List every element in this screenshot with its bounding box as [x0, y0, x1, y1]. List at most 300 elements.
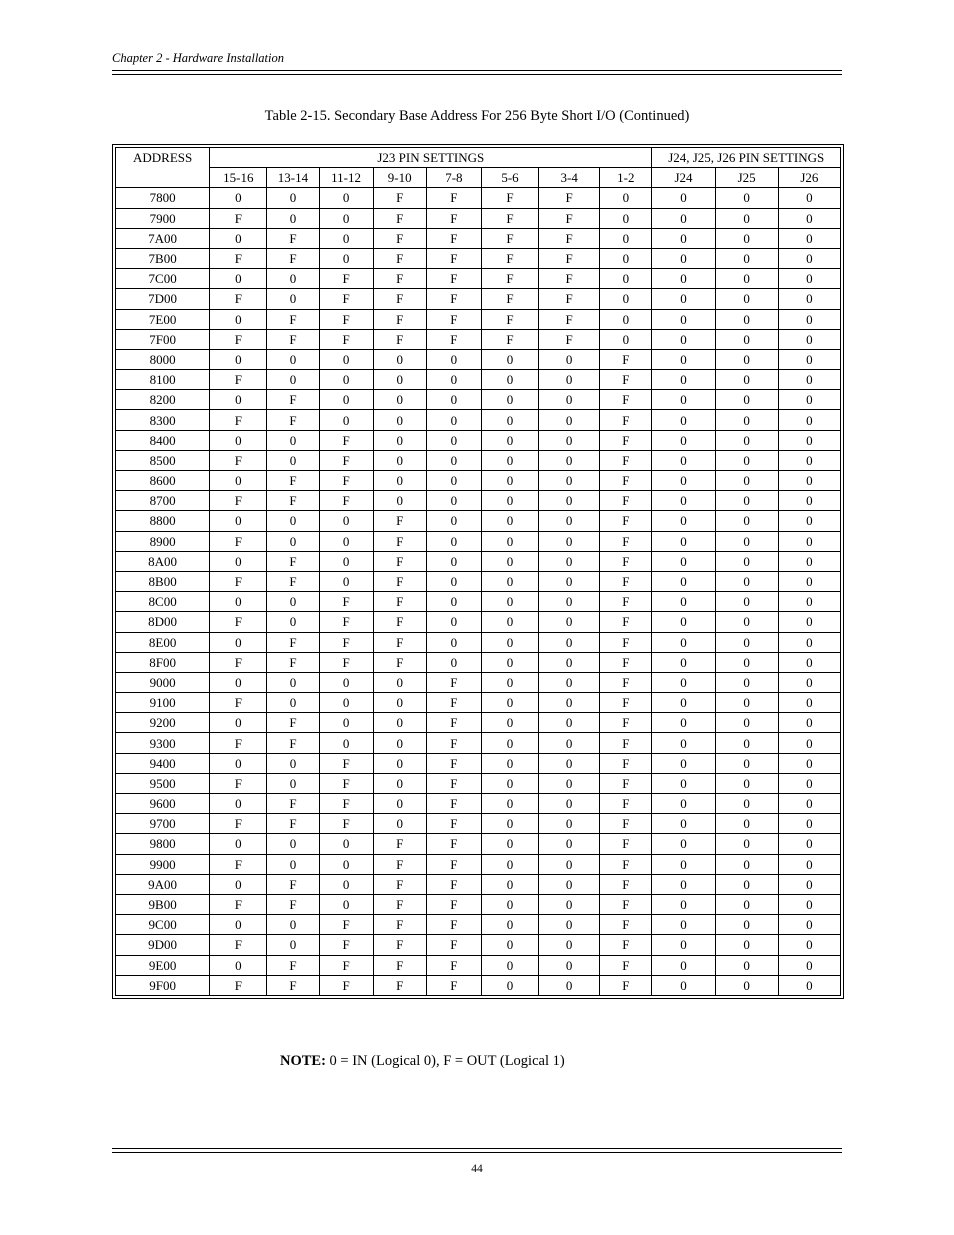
pin-setting-cell: 0	[267, 289, 319, 309]
pin-setting-cell: F	[600, 390, 652, 410]
pin-setting-cell: 0	[778, 390, 840, 410]
address-cell: 8300	[116, 410, 210, 430]
pin-setting-cell: 0	[481, 632, 538, 652]
pin-setting-cell: 0	[267, 693, 319, 713]
pin-setting-cell: F	[267, 733, 319, 753]
pin-setting-cell: 0	[715, 854, 778, 874]
pin-setting-cell: 0	[481, 975, 538, 995]
address-cell: 9500	[116, 773, 210, 793]
pin-setting-cell: F	[210, 814, 267, 834]
pin-setting-cell: 0	[373, 672, 426, 692]
pin-setting-cell: 0	[267, 269, 319, 289]
pin-setting-cell: 0	[210, 309, 267, 329]
pin-setting-cell: 0	[778, 228, 840, 248]
table-row	[116, 753, 841, 773]
footer-rule-2	[112, 1152, 842, 1153]
pin-setting-cell: 0	[715, 753, 778, 773]
pin-setting-cell: 0	[481, 773, 538, 793]
table-row	[116, 713, 841, 733]
pin-setting-cell: 0	[652, 713, 715, 733]
pin-setting-cell: 0	[778, 794, 840, 814]
pin-setting-cell: F	[481, 289, 538, 309]
pin-setting-cell: 0	[210, 713, 267, 733]
table-row	[116, 289, 841, 309]
pin-setting-cell: 0	[600, 208, 652, 228]
column-header: J26	[778, 168, 840, 188]
pin-setting-cell: F	[600, 370, 652, 390]
table-row	[116, 894, 841, 914]
pin-setting-cell: 0	[210, 632, 267, 652]
pin-setting-cell: 0	[778, 935, 840, 955]
pin-setting-cell: 0	[319, 390, 373, 410]
pin-setting-cell: 0	[319, 874, 373, 894]
pin-setting-cell: F	[600, 652, 652, 672]
pin-setting-cell: 0	[373, 390, 426, 410]
pin-setting-cell: F	[267, 410, 319, 430]
pin-setting-cell: 0	[539, 430, 600, 450]
pin-setting-cell: F	[319, 289, 373, 309]
pin-setting-cell: 0	[210, 672, 267, 692]
pin-setting-cell: F	[373, 208, 426, 228]
pin-setting-cell: F	[267, 551, 319, 571]
pin-setting-cell: F	[373, 309, 426, 329]
address-cell: 9A00	[116, 874, 210, 894]
pin-setting-cell: F	[426, 935, 481, 955]
pin-setting-cell: 0	[539, 955, 600, 975]
table-row	[116, 370, 841, 390]
pin-setting-cell: 0	[426, 652, 481, 672]
pin-setting-cell: 0	[715, 269, 778, 289]
pin-setting-cell: 0	[715, 248, 778, 268]
table-row	[116, 471, 841, 491]
pin-setting-cell: F	[319, 491, 373, 511]
pin-setting-cell: 0	[267, 208, 319, 228]
pin-setting-cell: F	[373, 652, 426, 672]
pin-setting-cell: 0	[319, 834, 373, 854]
pin-setting-cell: F	[600, 874, 652, 894]
pin-setting-cell: 0	[539, 571, 600, 591]
pin-setting-cell: 0	[715, 390, 778, 410]
address-cell: 9F00	[116, 975, 210, 995]
pin-setting-cell: F	[373, 531, 426, 551]
pin-setting-cell: 0	[715, 450, 778, 470]
pin-setting-cell: 0	[539, 814, 600, 834]
pin-setting-cell: 0	[715, 733, 778, 753]
pin-setting-cell: F	[210, 248, 267, 268]
pin-setting-cell: 0	[715, 955, 778, 975]
address-cell: 8C00	[116, 592, 210, 612]
pin-setting-cell: 0	[267, 915, 319, 935]
pin-setting-cell: 0	[778, 329, 840, 349]
pin-setting-cell: 0	[715, 713, 778, 733]
table-row	[116, 612, 841, 632]
address-cell: 7900	[116, 208, 210, 228]
pin-setting-cell: 0	[715, 571, 778, 591]
pin-setting-cell: 0	[539, 511, 600, 531]
pin-setting-cell: 0	[715, 894, 778, 914]
pin-setting-cell: F	[539, 269, 600, 289]
pin-setting-cell: F	[319, 955, 373, 975]
pin-setting-cell: 0	[373, 450, 426, 470]
pin-setting-cell: F	[267, 491, 319, 511]
pin-setting-cell: 0	[481, 874, 538, 894]
address-cell: 8500	[116, 450, 210, 470]
pin-setting-cell: 0	[715, 551, 778, 571]
pin-setting-cell: 0	[652, 632, 715, 652]
table-row	[116, 975, 841, 995]
pin-setting-cell: F	[210, 975, 267, 995]
pin-setting-cell: 0	[319, 571, 373, 591]
pin-setting-cell: 0	[715, 915, 778, 935]
address-cell: 7E00	[116, 309, 210, 329]
pin-setting-cell: 0	[652, 228, 715, 248]
pin-setting-cell: F	[600, 814, 652, 834]
pin-setting-cell: 0	[373, 370, 426, 390]
pin-setting-cell: F	[600, 773, 652, 793]
pin-setting-cell: 0	[715, 814, 778, 834]
pin-setting-cell: 0	[481, 410, 538, 430]
table-row	[116, 309, 841, 329]
pin-setting-cell: F	[600, 491, 652, 511]
address-cell: 8800	[116, 511, 210, 531]
pin-setting-cell: 0	[715, 228, 778, 248]
j23-group-header: J23 PIN SETTINGS	[210, 148, 652, 168]
pin-setting-cell: 0	[267, 753, 319, 773]
pin-setting-cell: 0	[652, 894, 715, 914]
pin-setting-cell: F	[210, 773, 267, 793]
pin-setting-cell: 0	[481, 551, 538, 571]
pin-setting-cell: F	[319, 329, 373, 349]
table-row	[116, 188, 841, 208]
address-cell: 8900	[116, 531, 210, 551]
pin-setting-cell: F	[267, 329, 319, 349]
pin-setting-cell: 0	[778, 551, 840, 571]
pin-setting-cell: 0	[373, 794, 426, 814]
pin-setting-cell: 0	[652, 551, 715, 571]
pin-setting-cell: F	[319, 794, 373, 814]
table-row	[116, 349, 841, 369]
pin-setting-cell: 0	[715, 773, 778, 793]
pin-setting-cell: F	[539, 208, 600, 228]
pin-setting-cell: 0	[210, 592, 267, 612]
table-subheader-row	[116, 168, 841, 188]
pin-setting-cell: 0	[210, 471, 267, 491]
pin-setting-cell: 0	[539, 531, 600, 551]
pin-setting-cell: 0	[715, 592, 778, 612]
chapter-header: Chapter 2 - Hardware Installation	[112, 51, 284, 65]
pin-setting-cell: F	[426, 955, 481, 975]
pin-setting-cell: 0	[778, 511, 840, 531]
address-cell: 9200	[116, 713, 210, 733]
pin-setting-cell: 0	[778, 713, 840, 733]
address-cell: 7A00	[116, 228, 210, 248]
table-row	[116, 491, 841, 511]
pin-setting-cell: 0	[778, 410, 840, 430]
pin-setting-cell: F	[267, 652, 319, 672]
pin-setting-cell: F	[600, 430, 652, 450]
pin-setting-cell: 0	[652, 269, 715, 289]
pin-setting-cell: 0	[600, 188, 652, 208]
pin-setting-cell: F	[600, 753, 652, 773]
pin-setting-cell: F	[600, 632, 652, 652]
pin-setting-cell: F	[600, 349, 652, 369]
pin-setting-cell: 0	[652, 531, 715, 551]
address-cell: 9300	[116, 733, 210, 753]
pin-setting-cell: F	[373, 915, 426, 935]
pin-setting-cell: 0	[373, 733, 426, 753]
pin-setting-cell: 0	[652, 672, 715, 692]
pin-setting-cell: 0	[426, 390, 481, 410]
pin-setting-cell: 0	[210, 794, 267, 814]
column-header: 5-6	[481, 168, 538, 188]
table-caption: Table 2-15. Secondary Base Address For 256 Byte Short I/O (Continued)	[264, 108, 690, 124]
address-cell: 9000	[116, 672, 210, 692]
table-row	[116, 228, 841, 248]
column-header: 15-16	[210, 168, 267, 188]
pin-setting-cell: F	[600, 894, 652, 914]
pin-setting-cell: F	[319, 450, 373, 470]
pin-setting-cell: 0	[778, 773, 840, 793]
address-cell: 7C00	[116, 269, 210, 289]
table-row	[116, 652, 841, 672]
pin-setting-cell: F	[600, 733, 652, 753]
pin-setting-cell: 0	[481, 935, 538, 955]
address-cell: 9100	[116, 693, 210, 713]
pin-setting-cell: F	[267, 814, 319, 834]
pin-setting-cell: F	[210, 208, 267, 228]
pin-setting-cell: 0	[426, 370, 481, 390]
pin-setting-cell: F	[319, 753, 373, 773]
pin-setting-cell: 0	[481, 713, 538, 733]
pin-setting-cell: 0	[778, 349, 840, 369]
table-row	[116, 248, 841, 268]
pin-setting-cell: 0	[481, 511, 538, 531]
pin-setting-cell: 0	[715, 491, 778, 511]
pin-setting-cell: F	[426, 269, 481, 289]
pin-setting-cell: F	[210, 289, 267, 309]
table-row	[116, 955, 841, 975]
pin-setting-cell: 0	[481, 955, 538, 975]
pin-setting-cell: 0	[778, 269, 840, 289]
pin-setting-cell: F	[319, 773, 373, 793]
pin-setting-cell: 0	[652, 491, 715, 511]
pin-setting-cell: 0	[778, 450, 840, 470]
pin-setting-cell: 0	[210, 188, 267, 208]
pin-setting-cell: 0	[715, 652, 778, 672]
pin-setting-cell: F	[600, 531, 652, 551]
pin-setting-cell: 0	[778, 592, 840, 612]
pin-setting-cell: 0	[481, 612, 538, 632]
address-cell: 9600	[116, 794, 210, 814]
pin-setting-cell: F	[481, 208, 538, 228]
header-rule	[112, 70, 842, 71]
pin-setting-cell: F	[373, 248, 426, 268]
pin-setting-cell: F	[267, 975, 319, 995]
pin-setting-cell: F	[267, 955, 319, 975]
pin-setting-cell: 0	[715, 693, 778, 713]
pin-setting-cell: 0	[539, 794, 600, 814]
pin-setting-cell: 0	[652, 915, 715, 935]
pin-setting-cell: 0	[778, 753, 840, 773]
table-row	[116, 935, 841, 955]
pin-setting-cell: 0	[210, 915, 267, 935]
pin-setting-cell: 0	[652, 309, 715, 329]
pin-setting-cell: F	[600, 551, 652, 571]
pin-setting-cell: 0	[652, 450, 715, 470]
pin-setting-cell: 0	[319, 693, 373, 713]
table-row	[116, 531, 841, 551]
pin-setting-cell: 0	[481, 834, 538, 854]
pin-setting-cell: F	[600, 794, 652, 814]
pin-setting-cell: 0	[539, 551, 600, 571]
pin-setting-cell: F	[210, 571, 267, 591]
pin-setting-cell: 0	[652, 612, 715, 632]
pin-setting-cell: 0	[319, 208, 373, 228]
address-cell: 8100	[116, 370, 210, 390]
pin-setting-cell: 0	[778, 955, 840, 975]
address-cell: 7F00	[116, 329, 210, 349]
address-cell: 7D00	[116, 289, 210, 309]
pin-setting-cell: 0	[600, 248, 652, 268]
pin-setting-cell: 0	[778, 814, 840, 834]
pin-setting-cell: F	[426, 773, 481, 793]
pin-setting-cell: F	[373, 329, 426, 349]
pin-setting-cell: 0	[715, 349, 778, 369]
pin-setting-cell: 0	[778, 652, 840, 672]
note-text: 0 = IN (Logical 0), F = OUT (Logical 1)	[325, 1053, 565, 1069]
pin-setting-cell: 0	[652, 693, 715, 713]
pin-setting-cell: F	[373, 269, 426, 289]
pin-setting-cell: 0	[778, 854, 840, 874]
column-header: J24	[652, 168, 715, 188]
pin-setting-cell: 0	[373, 349, 426, 369]
pin-setting-cell: F	[600, 955, 652, 975]
j24-j26-group-header: J24, J25, J26 PIN SETTINGS	[652, 148, 841, 168]
pin-setting-cell: F	[267, 794, 319, 814]
pin-setting-cell: 0	[715, 632, 778, 652]
pin-setting-cell: 0	[426, 349, 481, 369]
pin-setting-cell: 0	[373, 491, 426, 511]
table-row	[116, 511, 841, 531]
pin-setting-cell: F	[210, 491, 267, 511]
pin-setting-cell: 0	[267, 773, 319, 793]
pin-setting-cell: 0	[715, 672, 778, 692]
pin-setting-cell: F	[373, 571, 426, 591]
pin-setting-cell: 0	[715, 370, 778, 390]
pin-setting-cell: 0	[778, 612, 840, 632]
pin-setting-cell: 0	[539, 632, 600, 652]
pin-setting-cell: 0	[715, 208, 778, 228]
pin-setting-cell: F	[210, 733, 267, 753]
pin-setting-cell: F	[267, 248, 319, 268]
pin-setting-cell: 0	[267, 612, 319, 632]
note-label: NOTE:	[280, 1053, 326, 1069]
table-header-row	[116, 148, 841, 168]
pin-setting-cell: F	[267, 390, 319, 410]
pin-setting-cell: F	[426, 733, 481, 753]
pin-setting-cell: F	[481, 329, 538, 349]
column-header: 7-8	[426, 168, 481, 188]
pin-setting-cell: 0	[267, 349, 319, 369]
pin-setting-cell: F	[600, 450, 652, 470]
pin-setting-cell: 0	[778, 491, 840, 511]
address-cell: 8000	[116, 349, 210, 369]
pin-setting-cell: 0	[481, 854, 538, 874]
table-row	[116, 410, 841, 430]
pin-setting-cell: F	[600, 834, 652, 854]
pin-setting-cell: F	[600, 713, 652, 733]
address-cell: 9400	[116, 753, 210, 773]
pin-setting-cell: 0	[652, 794, 715, 814]
pin-setting-cell: F	[481, 309, 538, 329]
pin-setting-cell: F	[210, 612, 267, 632]
pin-setting-cell: 0	[426, 491, 481, 511]
pin-setting-cell: 0	[778, 733, 840, 753]
pin-setting-cell: 0	[652, 370, 715, 390]
pin-setting-cell: 0	[539, 349, 600, 369]
page-number: 44	[471, 1163, 483, 1175]
pin-setting-cell: 0	[715, 794, 778, 814]
pin-setting-cell: 0	[267, 430, 319, 450]
pin-setting-cell: 0	[319, 733, 373, 753]
pin-setting-cell: 0	[481, 450, 538, 470]
pin-setting-cell: F	[426, 672, 481, 692]
pin-setting-cell: F	[319, 975, 373, 995]
pin-setting-cell: 0	[426, 430, 481, 450]
pin-setting-cell: 0	[539, 652, 600, 672]
pin-setting-cell: 0	[778, 975, 840, 995]
pin-setting-cell: 0	[319, 713, 373, 733]
pin-setting-cell: F	[426, 329, 481, 349]
pin-setting-cell: F	[539, 309, 600, 329]
pin-setting-cell: 0	[778, 834, 840, 854]
pin-setting-cell: F	[481, 188, 538, 208]
pin-setting-cell: 0	[652, 571, 715, 591]
pin-setting-cell: 0	[373, 753, 426, 773]
pin-setting-cell: 0	[539, 471, 600, 491]
pin-setting-cell: F	[267, 309, 319, 329]
address-cell: 9800	[116, 834, 210, 854]
table-row	[116, 874, 841, 894]
pin-setting-cell: F	[600, 612, 652, 632]
pin-setting-cell: F	[426, 248, 481, 268]
pin-setting-cell: 0	[426, 592, 481, 612]
column-header: J25	[715, 168, 778, 188]
table-row	[116, 915, 841, 935]
pin-setting-cell: 0	[426, 571, 481, 591]
pin-setting-cell: 0	[778, 894, 840, 914]
pin-setting-cell: 0	[481, 370, 538, 390]
pin-setting-cell: 0	[210, 955, 267, 975]
pin-setting-cell: 0	[210, 269, 267, 289]
column-header: 1-2	[600, 168, 652, 188]
pin-setting-cell: F	[210, 652, 267, 672]
pin-setting-cell: F	[539, 228, 600, 248]
pin-setting-cell: 0	[267, 188, 319, 208]
pin-setting-cell: 0	[373, 773, 426, 793]
pin-setting-cell: 0	[210, 228, 267, 248]
address-cell: 8600	[116, 471, 210, 491]
pin-setting-cell: F	[600, 571, 652, 591]
pin-setting-cell: 0	[778, 874, 840, 894]
pin-setting-cell: 0	[481, 471, 538, 491]
pin-setting-cell: 0	[652, 329, 715, 349]
pin-setting-cell: 0	[778, 370, 840, 390]
pin-setting-cell: 0	[600, 329, 652, 349]
pin-setting-cell: 0	[652, 854, 715, 874]
pin-setting-cell: 0	[652, 188, 715, 208]
pin-setting-cell: 0	[715, 975, 778, 995]
